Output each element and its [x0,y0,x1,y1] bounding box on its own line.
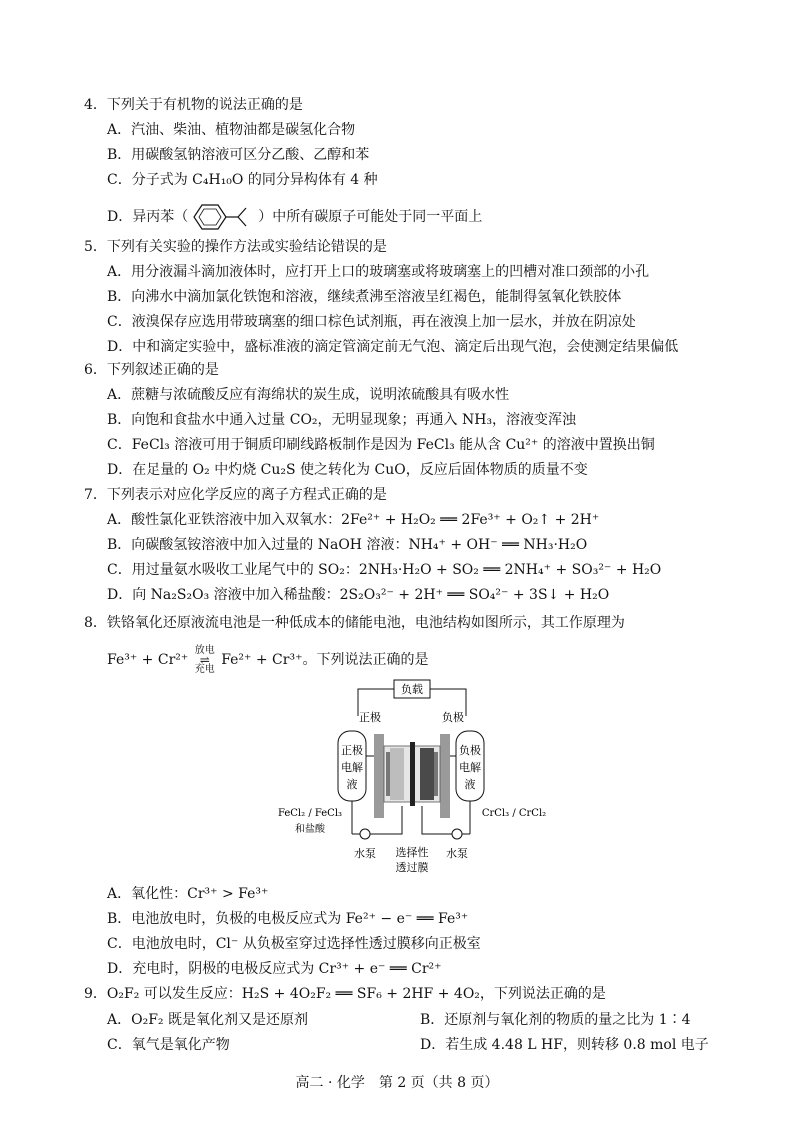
q8-eq-discharge: 放电 [194,645,215,656]
neg-tank-line1: 负极 [459,744,481,757]
membrane-label-line1: 选择性 [395,846,429,859]
membrane-label-line2: 透过膜 [395,861,429,874]
q5-option-b: B．向沸水中滴加氯化铁饱和溶液，继续煮沸至溶液呈红褐色，能制得氢氧化铁胶体 [107,289,622,305]
pos-tank-line2: 电解 [341,761,363,774]
flow-battery-diagram [270,676,550,876]
q5-stem: 5．下列有关实验的操作方法或实验结论错误的是 [84,239,387,255]
q6-option-d: D．在足量的 O₂ 中灼烧 Cu₂S 使之转化为 CuO，反应后固体物质的质量不变 [107,462,588,478]
isopropylbenzene-structure [188,203,258,231]
q4-option-d-post: ）中所有碳原子可能处于同一平面上 [258,209,483,225]
q9-stem: 9．O₂F₂ 可以发生反应：H₂S + 4O₂F₂ ══ SF₆ + 2HF + 4O₂，下列说法正确的是 [84,986,606,1002]
q8-eq-charge: 充电 [194,664,215,675]
q7-option-a: A．酸性氯化亚铁溶液中加入双氧水：2Fe²⁺ + H₂O₂ ══ 2Fe³⁺ + O₂↑ + 2H⁺ [107,512,600,528]
q8-option-b: B．电池放电时，负极的电极反应式为 Fe²⁺ − e⁻ ══ Fe³⁺ [107,911,469,927]
q7-option-b: B．向碳酸氢铵溶液中加入过量的 NaOH 溶液：NH₄⁺ + OH⁻ ══ NH₃·H₂O [107,537,588,553]
left-solution-line2: 和盐酸 [295,824,325,835]
right-pump-icon [452,829,462,839]
q7-option-c: C．用过量氨水吸收工业尾气中的 SO₂：2NH₃·H₂O + SO₂ ══ 2NH₄⁺ + SO₃²⁻ + H₂O [107,562,662,578]
q9-option-b: B．还原剂与氧化剂的物质的量之比为 1∶4 [420,1012,691,1028]
q9-option-d: D．若生成 4.48 L HF，则转移 0.8 mol 电子 [420,1037,709,1053]
q8-option-d: D．充电时，阴极的电极反应式为 Cr³⁺ + e⁻ ══ Cr²⁺ [107,961,442,977]
q8-equation [107,645,428,675]
page-footer: 高二 · 化学 第 2 页（共 8 页） [295,1075,499,1091]
q8-eq-arrows [195,645,215,675]
load-label: 负载 [401,683,423,696]
right-solution-label: CrCl₃ / CrCl₂ [481,808,547,819]
reversible-arrow-icon: ⇌ [199,653,210,667]
positive-electrode-label: 正极 [359,711,381,724]
q7-option-d: D．向 Na₂S₂O₃ 溶液中加入稀盐酸：2S₂O₃²⁻ + 2H⁺ ══ SO₄²⁻ + 3S↓ + H₂O [107,587,610,603]
q4-option-d-pre: D．异丙苯（ [107,209,189,225]
q4-option-b: B．用碳酸氢钠溶液可区分乙酸、乙醇和苯 [107,147,370,163]
left-solution-line1: FeCl₂ / FeCl₃ [277,808,343,819]
neg-tank-line2: 电解 [459,761,481,774]
q4-option-a: A．汽油、柴油、植物油都是碳氢化合物 [107,122,356,138]
q8-eq-right: Fe²⁺ + Cr³⁺。下列说法正确的是 [221,652,429,668]
q8-stem: 8．铁铬氧化还原液流电池是一种低成本的储能电池，电池结构如图所示，其工作原理为 [84,615,625,631]
q5-option-c: C．液溴保存应选用带玻璃塞的细口棕色试剂瓶，再在液溴上加一层水，并放在阴凉处 [107,314,636,330]
q6-option-c: C．FeCl₃ 溶液可用于铜质印刷线路板制作是因为 FeCl₃ 能从含 Cu²⁺ 的溶液中置换出铜 [107,437,655,453]
q6-option-b: B．向饱和食盐水中通入过量 CO₂，无明显现象；再通入 NH₃，溶液变浑浊 [107,412,577,428]
left-pump-icon [360,829,370,839]
pos-tank-line1: 正极 [341,744,363,757]
negative-electrode-label: 负极 [442,711,464,724]
q8-eq-left: Fe³⁺ + Cr²⁺ [107,652,189,668]
q8-option-a: A．氧化性：Cr³⁺ > Fe³⁺ [107,886,269,902]
q5-option-d: D．中和滴定实验中，盛标准液的滴定管滴定前无气泡、滴定后出现气泡，会使测定结果偏低 [107,339,679,355]
q6-option-a: A．蔗糖与浓硫酸反应有海绵状的炭生成，说明浓硫酸具有吸水性 [107,387,510,403]
q9-option-a: A．O₂F₂ 既是氧化剂又是还原剂 [107,1012,308,1028]
q4-option-d [107,203,482,231]
q9-option-c: C．氧气是氧化产物 [107,1037,230,1053]
neg-tank-line3: 液 [464,778,476,791]
right-pump-label: 水泵 [446,847,468,860]
left-pump-label: 水泵 [354,847,376,860]
q8-option-c: C．电池放电时，Cl⁻ 从负极室穿过选择性透过膜移向正极室 [107,936,481,952]
q6-stem: 6．下列叙述正确的是 [84,362,219,378]
q4-option-c: C．分子式为 C₄H₁₀O 的同分异构体有 4 种 [107,172,378,188]
q4-stem: 4．下列关于有机物的说法正确的是 [84,97,303,113]
pos-tank-line3: 液 [346,778,358,791]
q7-stem: 7．下列表示对应化学反应的离子方程式正确的是 [84,487,387,503]
q5-option-a: A．用分液漏斗滴加液体时，应打开上口的玻璃塞或将玻璃塞上的凹槽对准口颈部的小孔 [107,264,650,280]
